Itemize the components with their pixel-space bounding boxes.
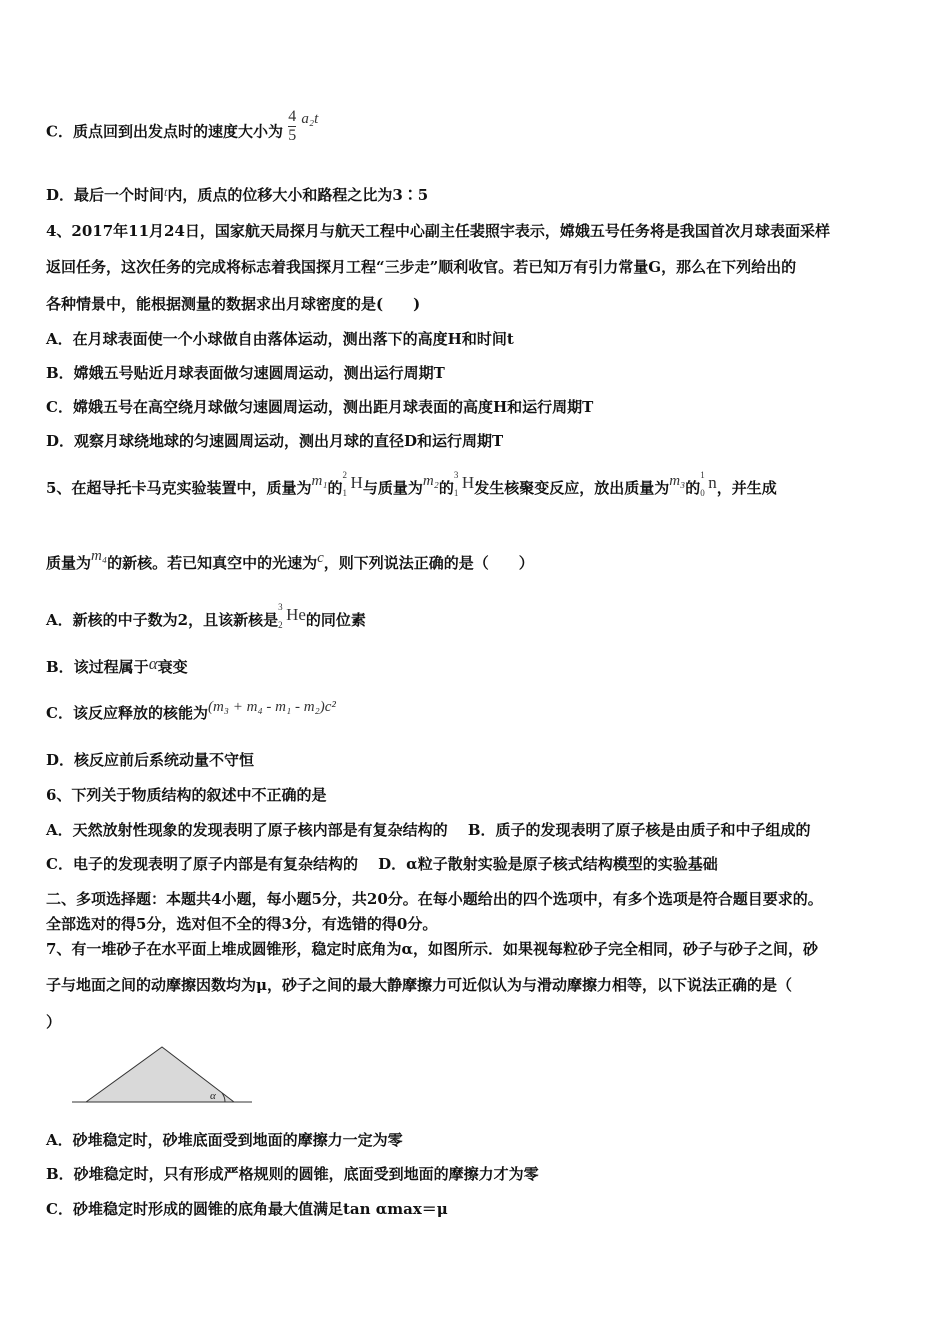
isotope-charge: 0 (700, 488, 705, 498)
isotope-symbol: He (286, 605, 306, 624)
isotope-neutron (700, 470, 717, 498)
q5-option-a-post: 的同位素 (305, 611, 366, 629)
isotope-charge: 2 (278, 620, 283, 630)
q4-stem-line2: 返回任务，这次任务的完成将标志着我国探月工程“三步走”顺利收官。若已知万有引力常量G，那么在下列给出的 (46, 258, 797, 276)
isotope-symbol: H (350, 473, 363, 492)
q5-option-a (46, 602, 366, 631)
q6-stem: 6、下列关于物质结构的叙述中不正确的是 (46, 786, 327, 804)
q5-text: 的 (327, 479, 343, 497)
q7-option-c: C．砂堆稳定时形成的圆锥的底角最大值满足tan αmax＝μ (46, 1200, 448, 1218)
isotope-h2 (342, 470, 363, 498)
isotope-he3 (278, 602, 306, 630)
q5-option-a-pre: A．新核的中子数为2，且该新核是 (46, 611, 279, 629)
angle-label: α (210, 1090, 216, 1102)
isotope-charge: 1 (342, 488, 348, 498)
q6-options-cd: C．电子的发现表明了原子内部是有复杂结构的 D．α粒子散射实验是原子核式结构模型的实验基础 (46, 855, 718, 873)
q5-stem-line1 (46, 470, 777, 499)
q7-stem-line2: 子与地面之间的动摩擦因数均为μ，砂子之间的最大静摩擦力可近似认为与滑动摩擦力相等，以下说法正确的是（ (46, 976, 792, 994)
q3-option-c-text: C．质点回到出发点时的速度大小为 (46, 122, 283, 141)
q4-stem-line3: 各种情景中，能根据测量的数据求出月球密度的是( ) (46, 295, 421, 313)
q5-option-d: D．核反应前后系统动量不守恒 (46, 751, 255, 769)
var-alpha: α (148, 654, 158, 673)
fraction (288, 108, 296, 145)
var-m1: m₁ (311, 473, 328, 489)
var-m2: m₂ (422, 473, 439, 489)
var-m4: m₄ (91, 548, 108, 564)
isotope-mass: 3 (453, 470, 459, 480)
q3-option-d-pre: D．最后一个时间 (46, 186, 165, 204)
q3-option-c-expr: a₂t (301, 110, 319, 127)
isotope-h3 (453, 470, 475, 498)
q4-option-b: B．嫦娥五号贴近月球表面做匀速圆周运动，测出运行周期T (46, 364, 445, 382)
q4-option-c: C．嫦娥五号在高空绕月球做匀速圆周运动，测出距月球表面的高度H和运行周期T (46, 398, 594, 416)
section2-instructions-line2: 全部选对的得5分，选对但不全的得3分，有选错的得0分。 (46, 915, 438, 933)
section2-instructions-line1: 二、多项选择题：本题共4小题，每小题5分，共20分。在每小题给出的四个选项中，有多个选项是符合题目要求的。 (46, 890, 823, 908)
isotope-charge: 1 (453, 488, 459, 498)
sand-cone-diagram (72, 1044, 257, 1108)
q3-option-d (46, 185, 428, 206)
var-c: c (317, 550, 324, 566)
q5-text: ，并生成 (716, 479, 777, 497)
q4-option-d: D．观察月球绕地球的匀速圆周运动，测出月球的直径D和运行周期T (46, 432, 504, 450)
q5-text: 5、在超导托卡马克实验装置中，质量为 (46, 479, 312, 497)
energy-expression: (m₃ + m₄ - m₁ - m₂)c² (207, 699, 336, 715)
q5-stem-line2 (46, 548, 534, 574)
var-t: t (164, 185, 168, 199)
q7-option-a: A．砂堆稳定时，砂堆底面受到地面的摩擦力一定为零 (46, 1131, 403, 1149)
isotope-mass: 2 (342, 470, 348, 480)
fraction-numerator: 4 (288, 108, 297, 125)
isotope-symbol: n (708, 473, 717, 492)
q5-text: 与质量为 (362, 479, 423, 497)
q5-text: 的新核。若已知真空中的光速为 (107, 554, 318, 572)
q5-option-b (46, 654, 188, 677)
q5-option-c-pre: C．该反应释放的核能为 (46, 704, 208, 722)
q4-stem-line1: 4、2017年11月24日，国家航天局探月与航天工程中心副主任裴照宇表示，嫦娥五号任务将是我国首次月球表面采样 (46, 222, 830, 240)
q7-stem-line1: 7、有一堆砂子在水平面上堆成圆锥形，稳定时底角为α，如图所示．如果视每粒砂子完全相同，砂子与砂子之间，砂 (46, 940, 818, 958)
q4-option-a: A．在月球表面使一个小球做自由落体运动，测出落下的高度H和时间t (46, 330, 514, 348)
q5-option-b-post: 衰变 (157, 658, 188, 676)
isotope-symbol: H (461, 473, 475, 492)
q5-option-b-pre: B．该过程属于 (46, 658, 149, 676)
var-m3: m₃ (669, 473, 686, 489)
q6-options-ab: A．天然放射性现象的发现表明了原子核内部是有复杂结构的 B．质子的发现表明了原子核是由质子和中子组成的 (46, 821, 811, 839)
isotope-mass: 1 (700, 470, 705, 480)
q7-stem-line3: ） (46, 1013, 62, 1031)
q5-text: ，则下列说法正确的是（ ） (323, 554, 534, 572)
q5-text: 的 (685, 479, 701, 497)
q3-option-c (46, 108, 319, 151)
q3-option-d-post: 内，质点的位移大小和路程之比为3∶5 (167, 186, 429, 204)
q7-option-b: B．砂堆稳定时，只有形成严格规则的圆锥，底面受到地面的摩擦力才为零 (46, 1165, 539, 1183)
q5-text: 的 (438, 479, 454, 497)
q5-option-c (46, 699, 336, 724)
isotope-mass: 3 (278, 602, 283, 612)
q5-text: 质量为 (46, 554, 92, 572)
q5-text: 发生核聚变反应，放出质量为 (474, 479, 670, 497)
fraction-denominator: 5 (288, 127, 297, 144)
